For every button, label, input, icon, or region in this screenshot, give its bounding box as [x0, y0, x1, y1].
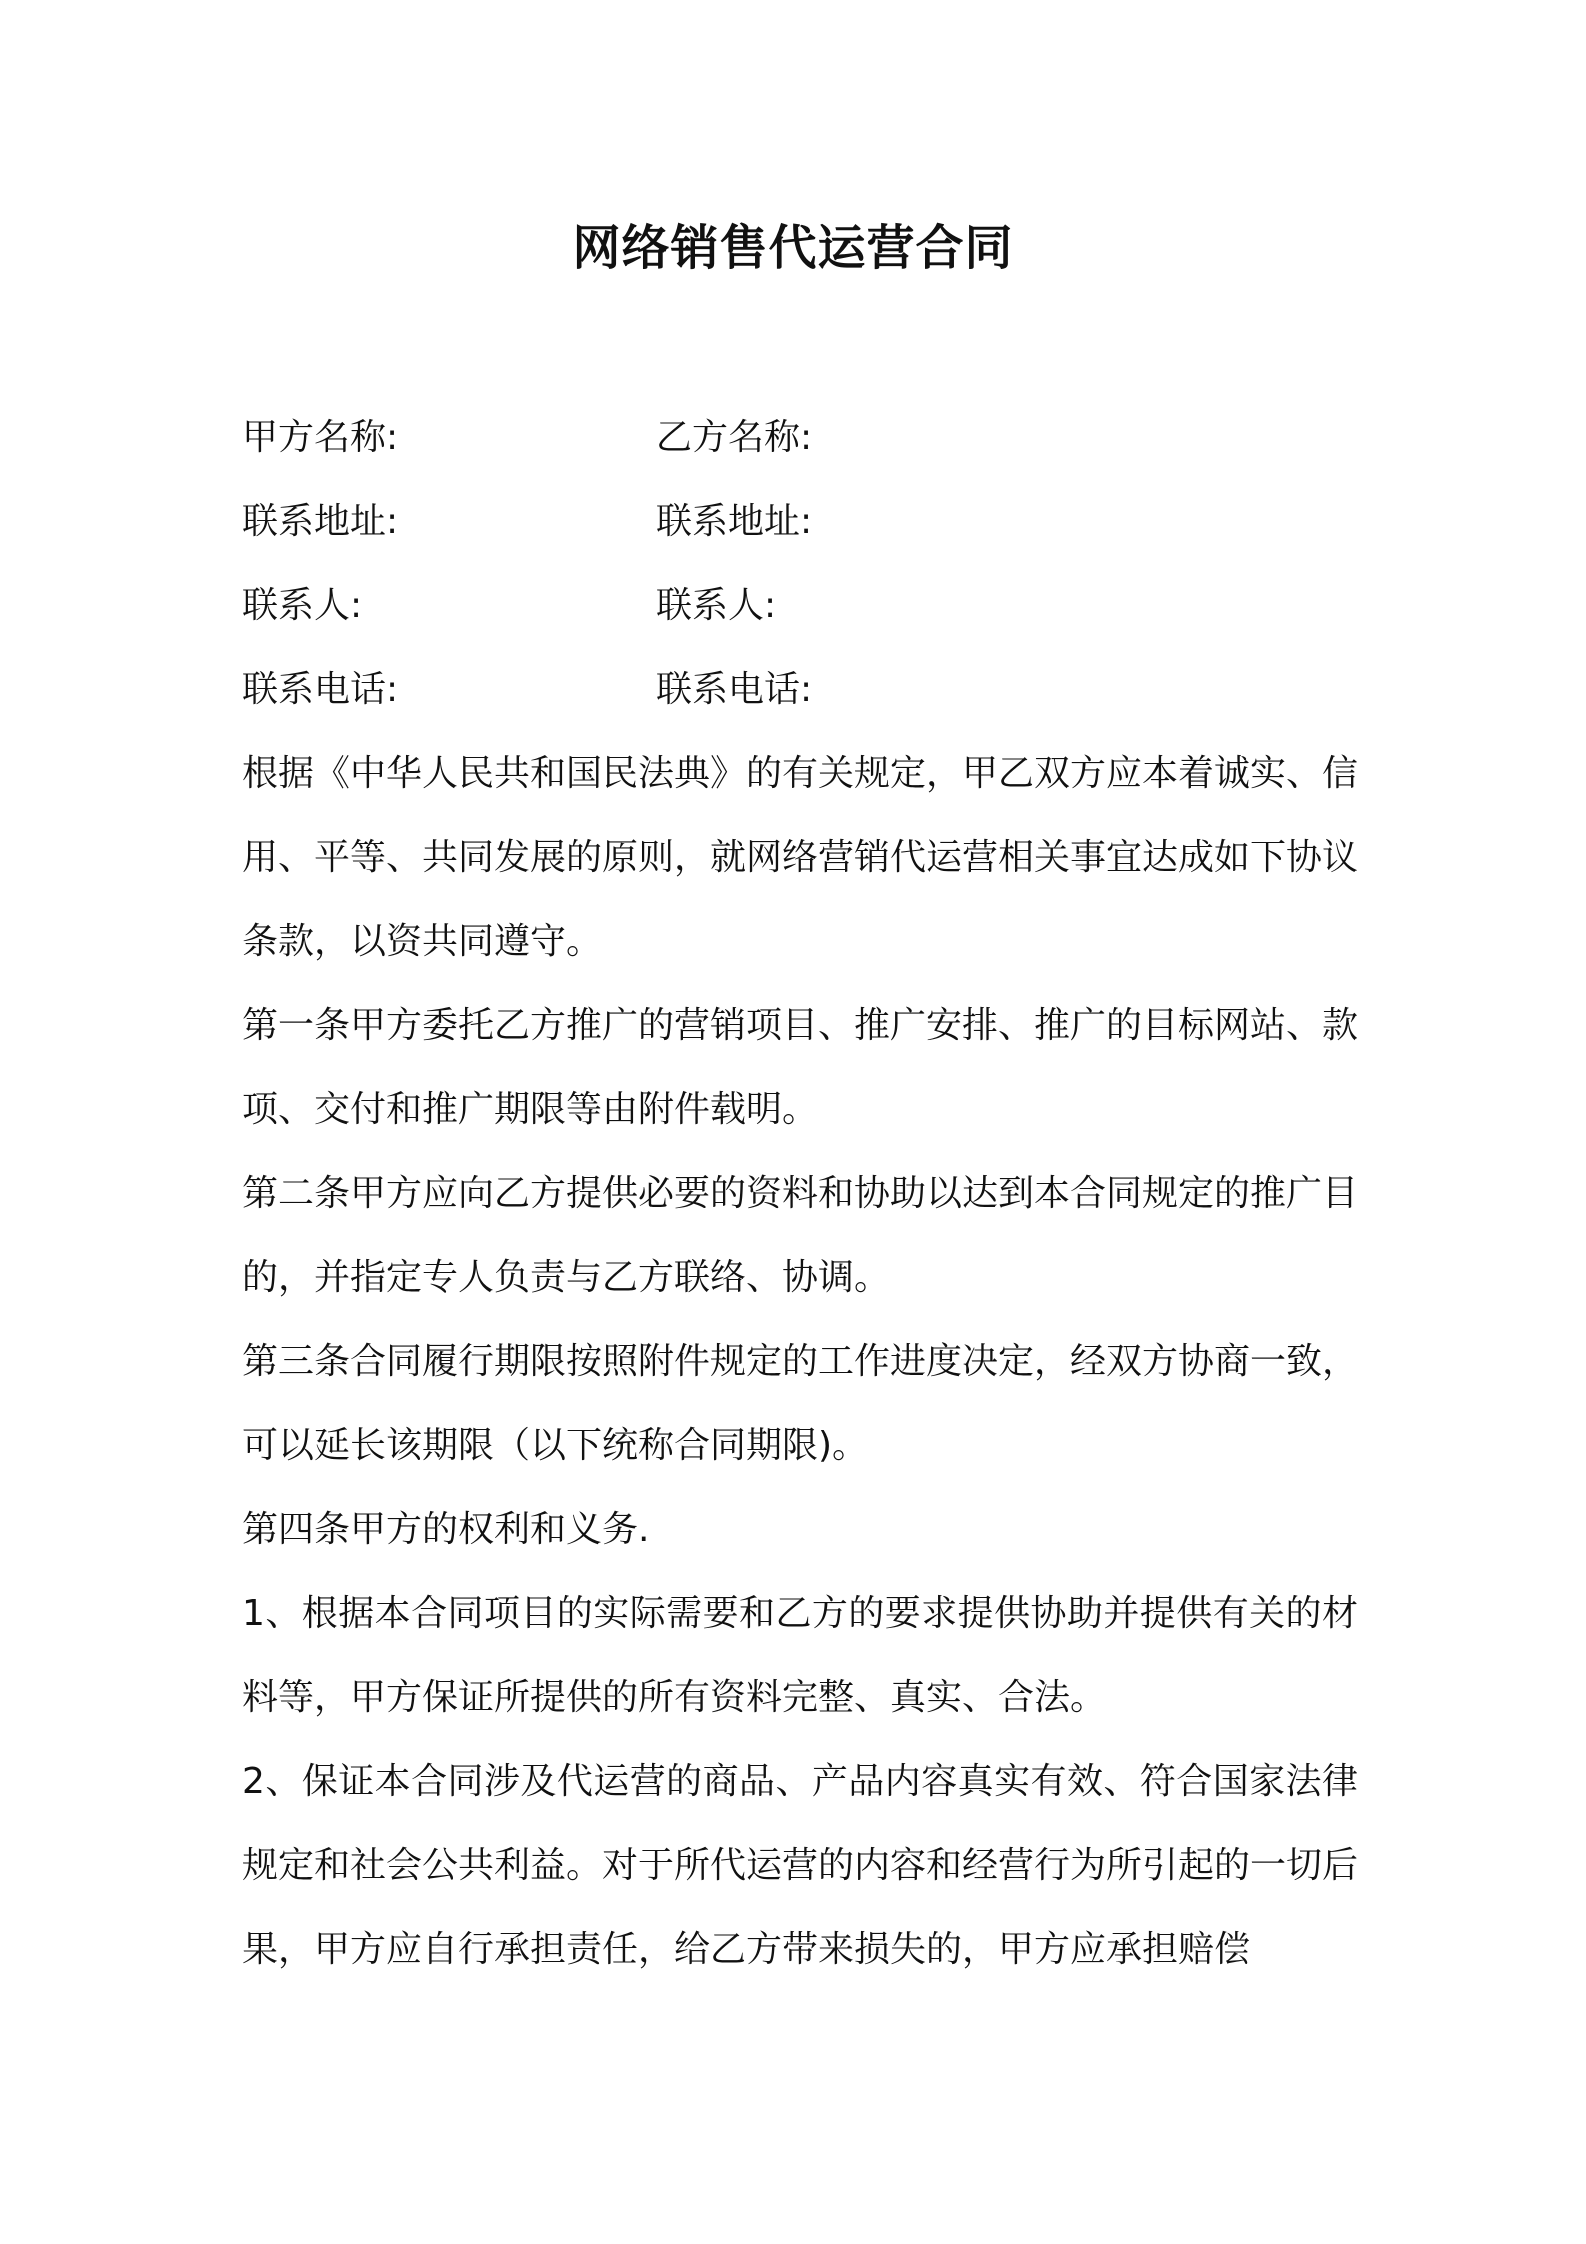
party-row-contact — [242, 564, 1362, 648]
party-b-phone-label: 联系电话: — [656, 669, 813, 710]
article-1-paragraph: 第一条甲方委托乙方推广的营销项目、推广安排、推广的目标网站、款项、交付和推广期限等由附件载明。 — [242, 1005, 1359, 1130]
article-4-item-2: 2、保证本合同涉及代运营的商品、产品内容真实有效、符合国家法律规定和社会公共利益。对于所代运营的内容和经营行为所引起的一切后果，甲方应自行承担责任，给乙方带来损失的，甲方应承担赔偿 — [242, 1761, 1359, 1970]
contract-body — [242, 732, 1358, 1992]
party-a-contact-label: 联系人: — [242, 585, 363, 626]
party-a-name-label: 甲方名称: — [242, 417, 399, 458]
party-b-contact-label: 联系人: — [656, 585, 777, 626]
article-4-heading: 第四条甲方的权利和义务. — [242, 1509, 650, 1550]
party-row-name — [242, 396, 1362, 480]
article-3-paragraph: 第三条合同履行期限按照附件规定的工作进度决定，经双方协商一致，可以延长该期限（以下统称合同期限)。 — [242, 1341, 1359, 1466]
party-a-phone-label: 联系电话: — [242, 669, 399, 710]
preamble-paragraph: 根据《中华人民共和国民法典》的有关规定，甲乙双方应本着诚实、信用、平等、共同发展的原则，就网络营销代运营相关事宜达成如下协议条款，以资共同遵守。 — [242, 753, 1359, 962]
document-title: 网络销售代运营合同 — [572, 220, 1014, 276]
party-row-phone — [242, 648, 1362, 732]
article-4-item-1: 1、根据本合同项目的实际需要和乙方的要求提供协助并提供有关的材料等，甲方保证所提供的所有资料完整、真实、合法。 — [242, 1593, 1358, 1718]
party-a-address-label: 联系地址: — [242, 501, 399, 542]
party-row-address — [242, 480, 1362, 564]
article-2-paragraph: 第二条甲方应向乙方提供必要的资料和协助以达到本合同规定的推广目的，并指定专人负责与乙方联络、协调。 — [242, 1173, 1359, 1298]
party-b-address-label: 联系地址: — [656, 501, 813, 542]
party-info-grid — [242, 396, 1362, 732]
party-b-name-label: 乙方名称: — [656, 417, 813, 458]
